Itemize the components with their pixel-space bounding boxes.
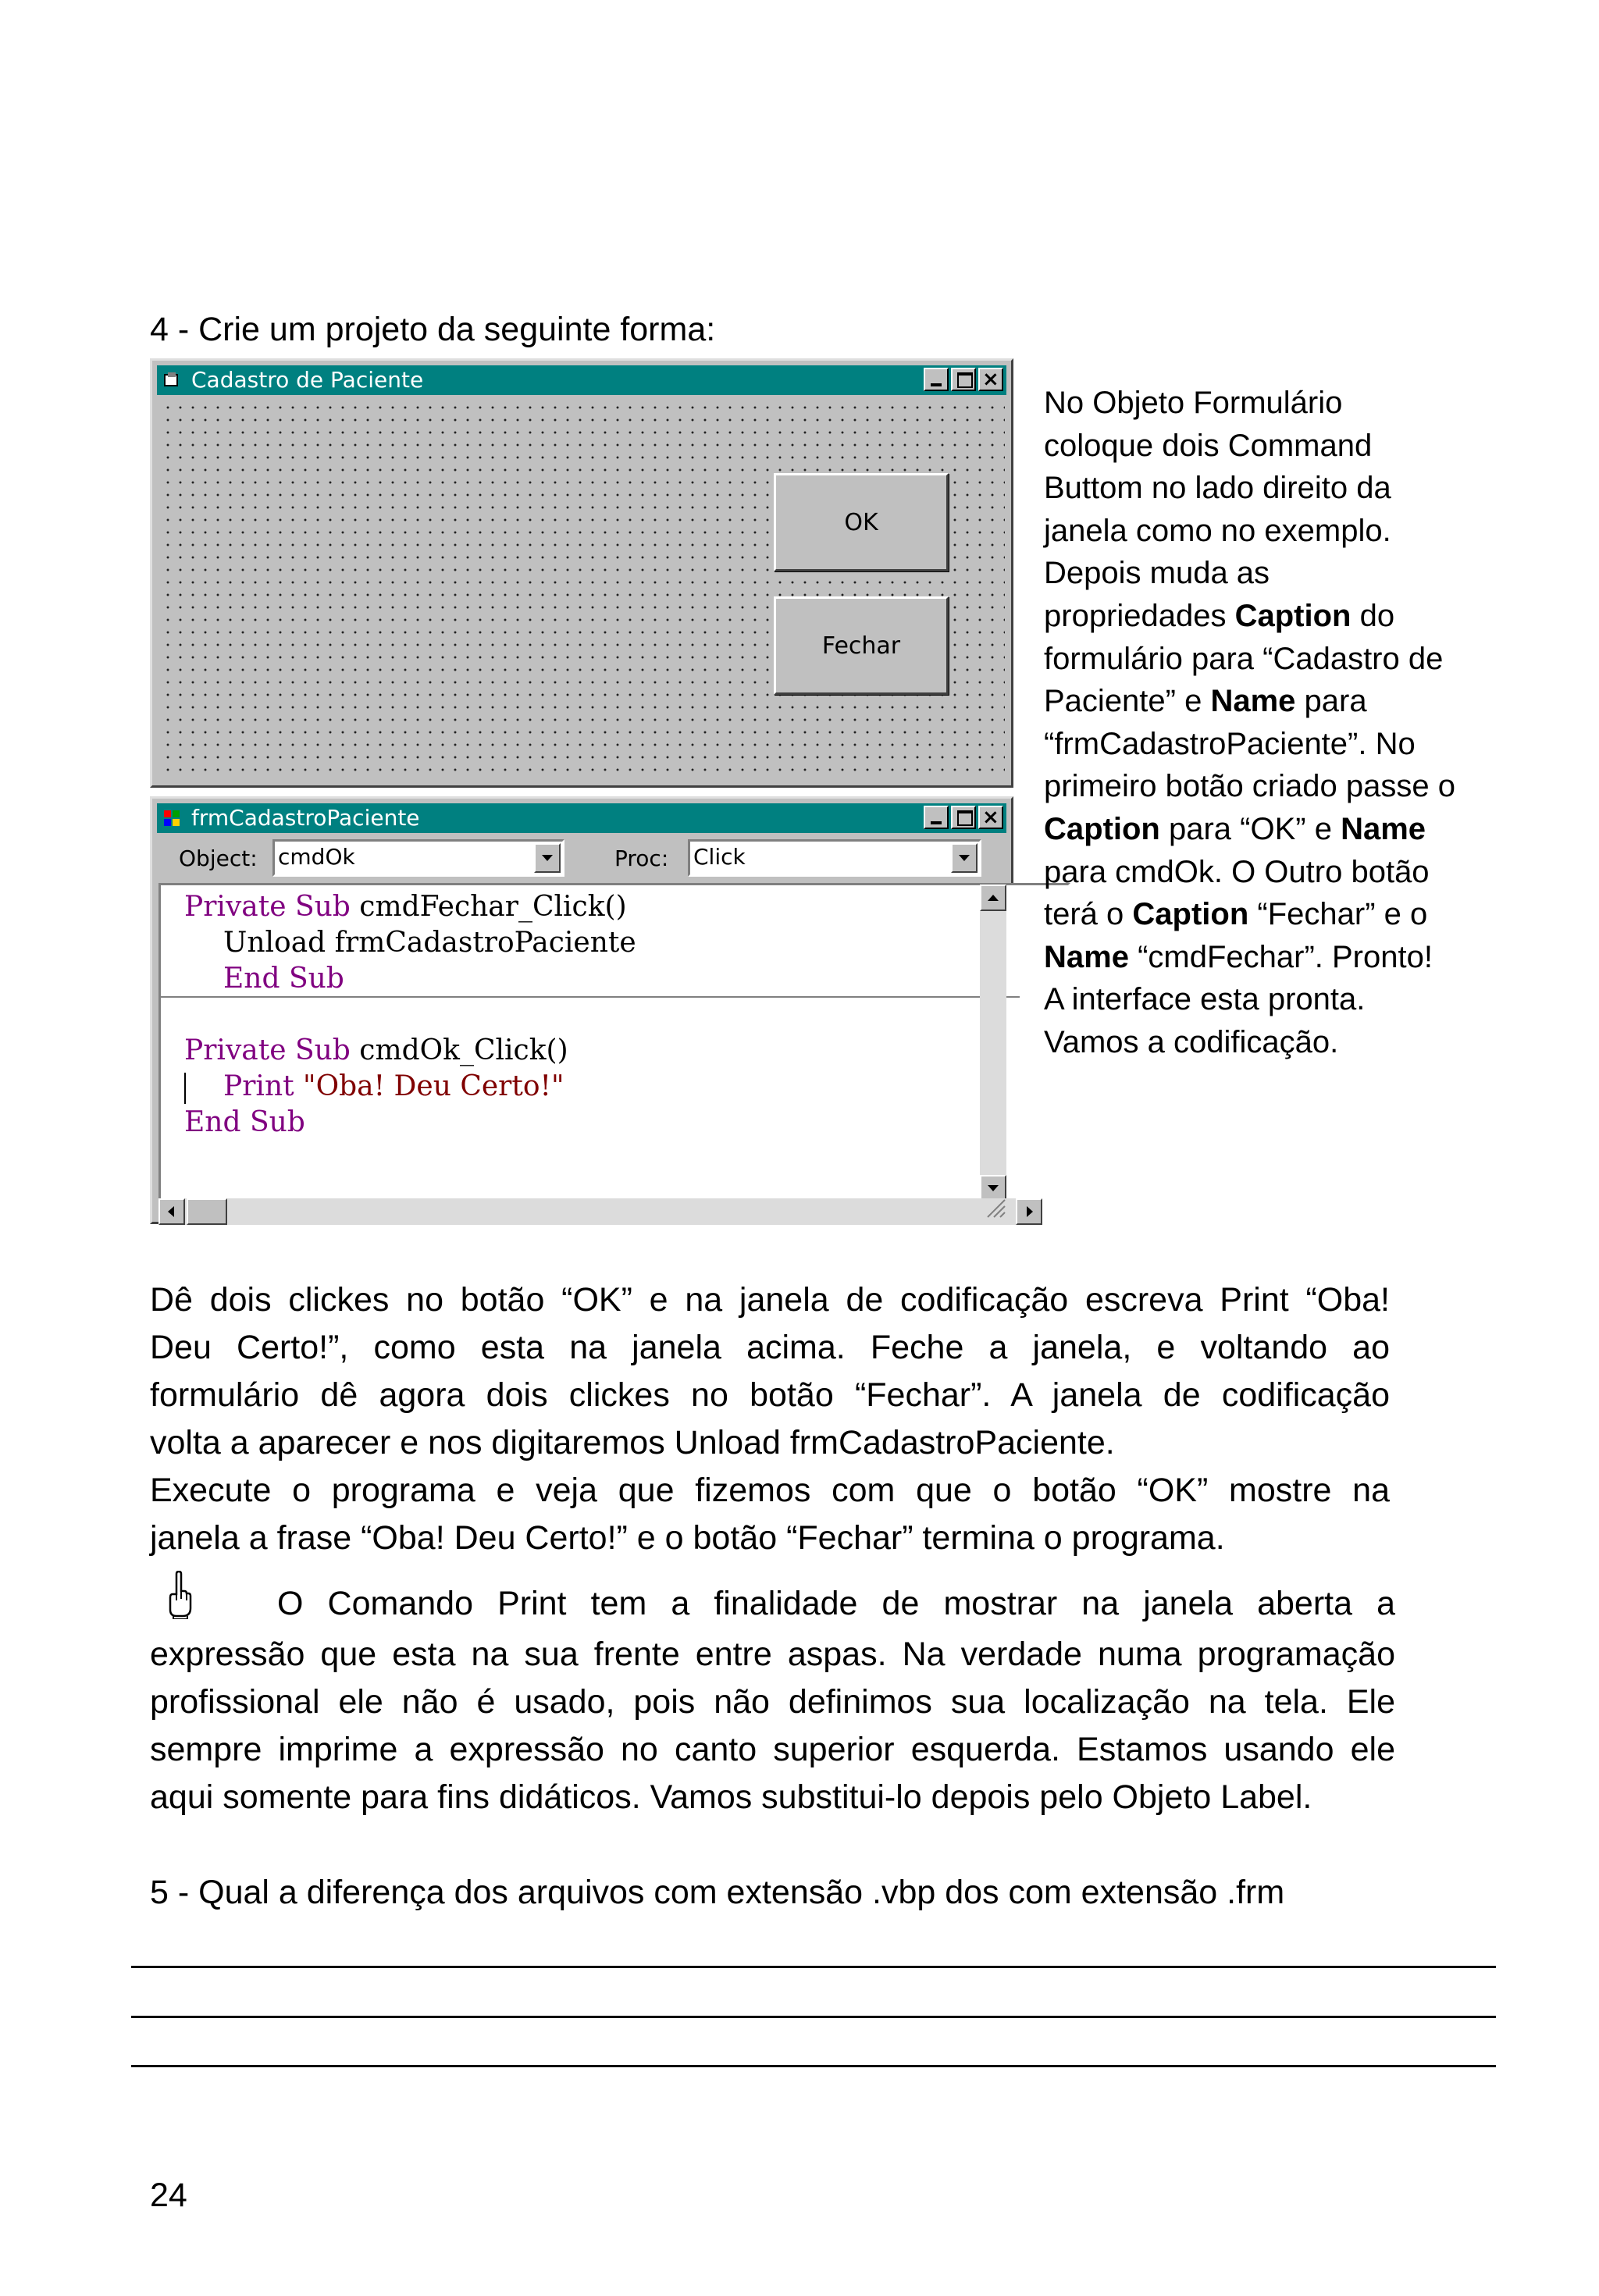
code-editor[interactable] xyxy=(158,883,1070,1205)
answer-line-3 xyxy=(131,2065,1496,2067)
object-dropdown[interactable] xyxy=(272,839,564,877)
section-4-heading: 4 - Crie um projeto da seguinte forma: xyxy=(150,311,716,348)
note-line: aqui somente para fins didáticos. Vamos substitui-lo depois pelo Objeto Label. xyxy=(150,1778,1312,1816)
code-line-6: End Sub xyxy=(184,1106,305,1138)
side-line: Paciente” e Name para xyxy=(1044,684,1367,719)
chevron-down-icon xyxy=(959,855,970,861)
paragraph-line: Dê dois clickes no botão “OK” e na janela de codificação escreva Print “Oba! xyxy=(150,1281,1390,1319)
note-line: expressão que esta na sua frente entre aspas. Na verdade numa programação xyxy=(150,1636,1395,1673)
code-line-4: Private Sub cmdOk_Click() xyxy=(184,1034,568,1066)
paragraph-line: Execute o programa e veja que fizemos com que o botão “OK” mostre na xyxy=(150,1472,1390,1509)
maximize-icon xyxy=(957,372,973,388)
form-design-grid xyxy=(158,398,1005,779)
scroll-right-button[interactable] xyxy=(1016,1198,1042,1225)
note-line: profissional ele não é usado, pois não definimos sua localização na tela. Ele xyxy=(150,1683,1395,1721)
note-body xyxy=(150,1631,1395,1821)
side-line: formulário para “Cadastro de xyxy=(1044,641,1444,676)
paragraph-1 xyxy=(150,1276,1390,1562)
scroll-left-button[interactable] xyxy=(158,1198,185,1225)
side-line: Caption para “OK” e Name xyxy=(1044,811,1426,846)
answer-line-1 xyxy=(131,1966,1496,1968)
code-window-titlebar[interactable] xyxy=(157,803,1006,833)
side-line: primeiro botão criado passe o xyxy=(1044,769,1455,804)
close-icon: × xyxy=(982,368,999,391)
form-app-icon xyxy=(163,372,180,389)
side-line: A interface esta pronta. xyxy=(1044,982,1366,1017)
code-line-5: Print "Oba! Deu Certo!" xyxy=(223,1070,564,1102)
ok-button[interactable]: OK xyxy=(774,473,949,571)
side-line: Vamos a codificação. xyxy=(1044,1024,1339,1059)
paragraph-line: janela a frase “Oba! Deu Certo!” e o botão “Fechar” termina o programa. xyxy=(150,1519,1225,1557)
code-maximize-button[interactable] xyxy=(951,806,976,829)
close-button[interactable] xyxy=(978,368,1003,391)
side-line: Name “cmdFechar”. Pronto! xyxy=(1044,939,1433,974)
side-line: Buttom no lado direito da xyxy=(1044,471,1391,506)
side-line: Depois muda as xyxy=(1044,556,1270,591)
minimize-icon xyxy=(931,383,942,386)
code-close-button[interactable] xyxy=(978,806,1003,829)
side-line: No Objeto Formulário xyxy=(1044,386,1343,420)
proc-label: Proc: xyxy=(614,845,669,871)
arrow-left-icon xyxy=(168,1206,174,1217)
code-window xyxy=(150,796,1013,1224)
code-window-icon xyxy=(163,810,180,827)
object-label: Object: xyxy=(179,845,258,871)
proc-dropdown-arrow[interactable] xyxy=(951,843,978,873)
pointing-hand-icon xyxy=(164,1571,195,1619)
note-line-1: O Comando Print tem a finalidade de mostrar na janela aberta a xyxy=(277,1585,1395,1622)
paragraph-line: volta a aparecer e nos digitaremos Unload frmCadastroPaciente. xyxy=(150,1424,1115,1461)
proc-dropdown[interactable] xyxy=(688,839,981,877)
maximize-button[interactable] xyxy=(951,368,976,391)
resize-grip-icon[interactable] xyxy=(983,1195,1006,1219)
vertical-scrollbar[interactable] xyxy=(980,885,1006,1201)
scroll-up-button[interactable] xyxy=(980,885,1006,911)
minimize-icon xyxy=(931,821,942,824)
side-line: propriedades Caption do xyxy=(1044,598,1395,633)
form-window xyxy=(150,358,1013,788)
side-line: coloque dois Command xyxy=(1044,428,1373,463)
chevron-down-icon xyxy=(542,855,553,861)
procedure-separator xyxy=(161,996,1020,998)
side-line: para cmdOk. O Outro botão xyxy=(1044,854,1430,889)
code-line-2: Unload frmCadastroPaciente xyxy=(223,927,636,959)
object-value: cmdOk xyxy=(278,844,355,870)
close-icon: × xyxy=(982,806,999,829)
arrow-right-icon xyxy=(1027,1206,1033,1217)
horizontal-scrollbar[interactable] xyxy=(158,1198,1042,1225)
code-minimize-button[interactable] xyxy=(924,806,949,829)
side-instructions xyxy=(1044,382,1455,1064)
side-line: terá o Caption “Fechar” e o xyxy=(1044,897,1428,932)
proc-value: Click xyxy=(693,844,746,870)
maximize-icon xyxy=(957,810,973,826)
paragraph-line: formulário dê agora dois clickes no botão “Fechar”. A janela de codificação xyxy=(150,1376,1390,1414)
form-window-title: Cadastro de Paciente xyxy=(191,367,424,393)
horizontal-scroll-thumb[interactable] xyxy=(187,1198,227,1225)
side-line: janela como no exemplo. xyxy=(1044,513,1391,548)
text-cursor xyxy=(184,1073,186,1104)
object-dropdown-arrow[interactable] xyxy=(534,843,561,873)
page-number: 24 xyxy=(150,2177,187,2214)
form-window-titlebar[interactable] xyxy=(157,365,1006,395)
side-line: “frmCadastroPaciente”. No xyxy=(1044,726,1416,761)
note-line: sempre imprime a expressão no canto superior esquerda. Estamos usando ele xyxy=(150,1731,1395,1768)
arrow-down-icon xyxy=(988,1185,999,1191)
code-line-1: Private Sub cmdFechar_Click() xyxy=(184,891,627,923)
arrow-up-icon xyxy=(988,895,999,901)
code-line-3: End Sub xyxy=(223,963,344,995)
code-window-title: frmCadastroPaciente xyxy=(191,805,420,831)
paragraph-line: Deu Certo!”, como esta na janela acima. Feche a janela, e voltando ao xyxy=(150,1329,1390,1366)
minimize-button[interactable] xyxy=(924,368,949,391)
question-5: 5 - Qual a diferença dos arquivos com extensão .vbp dos com extensão .frm xyxy=(150,1874,1285,1911)
fechar-button[interactable]: Fechar xyxy=(774,596,949,695)
answer-line-2 xyxy=(131,2016,1496,2018)
